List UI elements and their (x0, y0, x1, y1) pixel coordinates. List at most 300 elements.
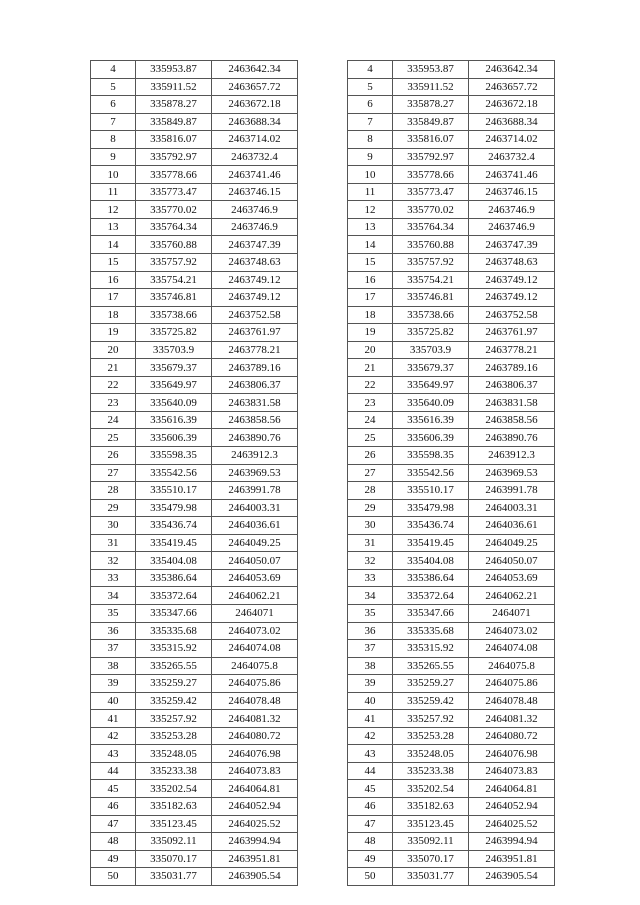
point-number-cell: 5 (91, 78, 136, 96)
y-coordinate-cell: 2463749.12 (469, 271, 555, 289)
table-row (91, 640, 298, 658)
table-row (91, 622, 298, 640)
point-number-cell: 27 (91, 464, 136, 482)
x-coordinate-cell: 335248.05 (393, 745, 469, 763)
point-number-cell: 49 (348, 850, 393, 868)
y-coordinate-cell: 2463732.4 (212, 148, 298, 166)
point-number-cell: 11 (348, 183, 393, 201)
table-row (91, 254, 298, 272)
y-coordinate-cell: 2463748.63 (469, 254, 555, 272)
y-coordinate-cell: 2463991.78 (469, 482, 555, 500)
table-row (348, 552, 555, 570)
table-row (348, 482, 555, 500)
x-coordinate-cell: 335419.45 (393, 534, 469, 552)
table-row (91, 201, 298, 219)
point-number-cell: 24 (91, 411, 136, 429)
point-number-cell: 27 (348, 464, 393, 482)
x-coordinate-cell: 335347.66 (136, 604, 212, 622)
table-row (348, 78, 555, 96)
y-coordinate-cell: 2463747.39 (212, 236, 298, 254)
x-coordinate-cell: 335816.07 (136, 131, 212, 149)
y-coordinate-cell: 2464049.25 (212, 534, 298, 552)
y-coordinate-cell: 2463761.97 (212, 324, 298, 342)
x-coordinate-cell: 335265.55 (393, 657, 469, 675)
y-coordinate-cell: 2463657.72 (212, 78, 298, 96)
table-row (91, 236, 298, 254)
x-coordinate-cell: 335347.66 (393, 604, 469, 622)
point-number-cell: 47 (348, 815, 393, 833)
x-coordinate-cell: 335849.87 (393, 113, 469, 131)
table-row (91, 833, 298, 851)
x-coordinate-cell: 335640.09 (136, 394, 212, 412)
x-coordinate-cell: 335725.82 (393, 324, 469, 342)
y-coordinate-cell: 2463761.97 (469, 324, 555, 342)
y-coordinate-cell: 2464050.07 (469, 552, 555, 570)
table-row (91, 552, 298, 570)
point-number-cell: 32 (91, 552, 136, 570)
table-row (91, 710, 298, 728)
table-row (348, 183, 555, 201)
point-number-cell: 28 (348, 482, 393, 500)
x-coordinate-cell: 335202.54 (136, 780, 212, 798)
x-coordinate-cell: 335764.34 (136, 218, 212, 236)
x-coordinate-cell: 335816.07 (393, 131, 469, 149)
y-coordinate-cell: 2463890.76 (212, 429, 298, 447)
y-coordinate-cell: 2464078.48 (469, 692, 555, 710)
x-coordinate-cell: 335760.88 (136, 236, 212, 254)
x-coordinate-cell: 335436.74 (136, 517, 212, 535)
point-number-cell: 13 (348, 218, 393, 236)
x-coordinate-cell: 335725.82 (136, 324, 212, 342)
point-number-cell: 16 (348, 271, 393, 289)
table-row (348, 675, 555, 693)
y-coordinate-cell: 2464080.72 (212, 727, 298, 745)
y-coordinate-cell: 2463732.4 (469, 148, 555, 166)
y-coordinate-cell: 2463752.58 (469, 306, 555, 324)
y-coordinate-cell: 2464003.31 (469, 499, 555, 517)
x-coordinate-cell: 335233.38 (393, 762, 469, 780)
x-coordinate-cell: 335510.17 (136, 482, 212, 500)
table-row (91, 429, 298, 447)
table-row (91, 657, 298, 675)
y-coordinate-cell: 2463806.37 (469, 376, 555, 394)
x-coordinate-cell: 335746.81 (136, 289, 212, 307)
x-coordinate-cell: 335760.88 (393, 236, 469, 254)
y-coordinate-cell: 2463688.34 (212, 113, 298, 131)
point-number-cell: 19 (91, 324, 136, 342)
table-row (348, 569, 555, 587)
y-coordinate-cell: 2463672.18 (469, 96, 555, 114)
y-coordinate-cell: 2464003.31 (212, 499, 298, 517)
x-coordinate-cell: 335679.37 (393, 359, 469, 377)
x-coordinate-cell: 335616.39 (136, 411, 212, 429)
point-number-cell: 37 (348, 640, 393, 658)
y-coordinate-cell: 2463969.53 (469, 464, 555, 482)
y-coordinate-cell: 2463831.58 (212, 394, 298, 412)
table-row (348, 254, 555, 272)
x-coordinate-cell: 335182.63 (393, 797, 469, 815)
point-number-cell: 20 (348, 341, 393, 359)
y-coordinate-cell: 2464053.69 (469, 569, 555, 587)
y-coordinate-cell: 2464049.25 (469, 534, 555, 552)
x-coordinate-cell: 335070.17 (136, 850, 212, 868)
point-number-cell: 30 (91, 517, 136, 535)
y-coordinate-cell: 2463657.72 (469, 78, 555, 96)
point-number-cell: 36 (348, 622, 393, 640)
point-number-cell: 13 (91, 218, 136, 236)
y-coordinate-cell: 2464071 (469, 604, 555, 622)
table-row (91, 815, 298, 833)
table-row (348, 517, 555, 535)
table-row (348, 201, 555, 219)
point-number-cell: 12 (348, 201, 393, 219)
y-coordinate-cell: 2463806.37 (212, 376, 298, 394)
x-coordinate-cell: 335092.11 (136, 833, 212, 851)
table-row (348, 306, 555, 324)
y-coordinate-cell: 2463741.46 (212, 166, 298, 184)
table-row (91, 148, 298, 166)
point-number-cell: 43 (348, 745, 393, 763)
y-coordinate-cell: 2464064.81 (212, 780, 298, 798)
table-row (348, 762, 555, 780)
x-coordinate-cell: 335606.39 (393, 429, 469, 447)
x-coordinate-cell: 335703.9 (136, 341, 212, 359)
x-coordinate-cell: 335754.21 (393, 271, 469, 289)
point-number-cell: 6 (91, 96, 136, 114)
x-coordinate-cell: 335679.37 (136, 359, 212, 377)
x-coordinate-cell: 335123.45 (393, 815, 469, 833)
x-coordinate-cell: 335746.81 (393, 289, 469, 307)
table-row (91, 411, 298, 429)
table-row (91, 131, 298, 149)
table-row (91, 96, 298, 114)
table-row (348, 359, 555, 377)
y-coordinate-cell: 2464074.08 (212, 640, 298, 658)
point-number-cell: 8 (348, 131, 393, 149)
x-coordinate-cell: 335510.17 (393, 482, 469, 500)
table-row (348, 324, 555, 342)
coordinate-table-left (90, 60, 298, 886)
x-coordinate-cell: 335248.05 (136, 745, 212, 763)
point-number-cell: 21 (91, 359, 136, 377)
table-row (348, 148, 555, 166)
x-coordinate-cell: 335335.68 (136, 622, 212, 640)
y-coordinate-cell: 2463746.9 (212, 201, 298, 219)
y-coordinate-cell: 2464036.61 (212, 517, 298, 535)
point-number-cell: 17 (348, 289, 393, 307)
table-row (348, 833, 555, 851)
x-coordinate-cell: 335259.42 (393, 692, 469, 710)
x-coordinate-cell: 335386.64 (393, 569, 469, 587)
table-row (91, 587, 298, 605)
point-number-cell: 22 (348, 376, 393, 394)
table-row (348, 797, 555, 815)
x-coordinate-cell: 335640.09 (393, 394, 469, 412)
point-number-cell: 34 (91, 587, 136, 605)
table-row (91, 324, 298, 342)
point-number-cell: 4 (348, 61, 393, 79)
point-number-cell: 36 (91, 622, 136, 640)
point-number-cell: 23 (91, 394, 136, 412)
x-coordinate-cell: 335878.27 (136, 96, 212, 114)
table-row (348, 411, 555, 429)
table-row (91, 780, 298, 798)
point-number-cell: 25 (348, 429, 393, 447)
table-row (91, 306, 298, 324)
table-row (91, 464, 298, 482)
x-coordinate-cell: 335386.64 (136, 569, 212, 587)
y-coordinate-cell: 2464025.52 (212, 815, 298, 833)
x-coordinate-cell: 335773.47 (136, 183, 212, 201)
y-coordinate-cell: 2464073.83 (469, 762, 555, 780)
table-row (91, 762, 298, 780)
x-coordinate-cell: 335257.92 (136, 710, 212, 728)
point-number-cell: 17 (91, 289, 136, 307)
point-number-cell: 41 (348, 710, 393, 728)
x-coordinate-cell: 335757.92 (393, 254, 469, 272)
x-coordinate-cell: 335259.27 (136, 675, 212, 693)
point-number-cell: 35 (91, 604, 136, 622)
point-number-cell: 6 (348, 96, 393, 114)
point-number-cell: 46 (91, 797, 136, 815)
x-coordinate-cell: 335315.92 (393, 640, 469, 658)
y-coordinate-cell: 2463905.54 (212, 868, 298, 886)
table-row (91, 745, 298, 763)
y-coordinate-cell: 2464064.81 (469, 780, 555, 798)
table-row (91, 447, 298, 465)
x-coordinate-cell: 335953.87 (136, 61, 212, 79)
y-coordinate-cell: 2464073.02 (469, 622, 555, 640)
table-row (348, 534, 555, 552)
point-number-cell: 44 (91, 762, 136, 780)
table-row (91, 271, 298, 289)
y-coordinate-cell: 2464074.08 (469, 640, 555, 658)
y-coordinate-cell: 2463749.12 (212, 289, 298, 307)
x-coordinate-cell: 335315.92 (136, 640, 212, 658)
table-row (348, 745, 555, 763)
y-coordinate-cell: 2464075.86 (469, 675, 555, 693)
point-number-cell: 33 (91, 569, 136, 587)
x-coordinate-cell: 335616.39 (393, 411, 469, 429)
table-row (348, 622, 555, 640)
table-row (348, 394, 555, 412)
point-number-cell: 8 (91, 131, 136, 149)
y-coordinate-cell: 2463752.58 (212, 306, 298, 324)
point-number-cell: 46 (348, 797, 393, 815)
x-coordinate-cell: 335259.27 (393, 675, 469, 693)
x-coordinate-cell: 335070.17 (393, 850, 469, 868)
point-number-cell: 42 (348, 727, 393, 745)
point-number-cell: 45 (91, 780, 136, 798)
table-row (348, 464, 555, 482)
x-coordinate-cell: 335911.52 (393, 78, 469, 96)
y-coordinate-cell: 2464053.69 (212, 569, 298, 587)
point-number-cell: 9 (91, 148, 136, 166)
point-number-cell: 32 (348, 552, 393, 570)
x-coordinate-cell: 335754.21 (136, 271, 212, 289)
x-coordinate-cell: 335770.02 (393, 201, 469, 219)
y-coordinate-cell: 2463831.58 (469, 394, 555, 412)
point-number-cell: 37 (91, 640, 136, 658)
y-coordinate-cell: 2463746.15 (469, 183, 555, 201)
y-coordinate-cell: 2463912.3 (469, 447, 555, 465)
point-number-cell: 10 (91, 166, 136, 184)
table-row (91, 850, 298, 868)
point-number-cell: 50 (348, 868, 393, 886)
x-coordinate-cell: 335419.45 (136, 534, 212, 552)
y-coordinate-cell: 2463858.56 (212, 411, 298, 429)
y-coordinate-cell: 2463747.39 (469, 236, 555, 254)
x-coordinate-cell: 335123.45 (136, 815, 212, 833)
table-row (91, 868, 298, 886)
y-coordinate-cell: 2464071 (212, 604, 298, 622)
y-coordinate-cell: 2463748.63 (212, 254, 298, 272)
table-row (91, 289, 298, 307)
point-number-cell: 48 (91, 833, 136, 851)
table-row (348, 447, 555, 465)
x-coordinate-cell: 335031.77 (393, 868, 469, 886)
table-row (91, 341, 298, 359)
y-coordinate-cell: 2463672.18 (212, 96, 298, 114)
y-coordinate-cell: 2464062.21 (212, 587, 298, 605)
table-row (348, 61, 555, 79)
table-row (91, 499, 298, 517)
point-number-cell: 19 (348, 324, 393, 342)
point-number-cell: 20 (91, 341, 136, 359)
x-coordinate-cell: 335792.97 (393, 148, 469, 166)
coordinate-table-right (347, 60, 555, 886)
x-coordinate-cell: 335436.74 (393, 517, 469, 535)
point-number-cell: 7 (348, 113, 393, 131)
y-coordinate-cell: 2463994.94 (212, 833, 298, 851)
x-coordinate-cell: 335738.66 (136, 306, 212, 324)
y-coordinate-cell: 2463991.78 (212, 482, 298, 500)
point-number-cell: 11 (91, 183, 136, 201)
y-coordinate-cell: 2464050.07 (212, 552, 298, 570)
table-row (348, 236, 555, 254)
x-coordinate-cell: 335182.63 (136, 797, 212, 815)
table-row (348, 289, 555, 307)
y-coordinate-cell: 2463778.21 (212, 341, 298, 359)
point-number-cell: 15 (348, 254, 393, 272)
x-coordinate-cell: 335265.55 (136, 657, 212, 675)
x-coordinate-cell: 335335.68 (393, 622, 469, 640)
y-coordinate-cell: 2464076.98 (469, 745, 555, 763)
y-coordinate-cell: 2463688.34 (469, 113, 555, 131)
x-coordinate-cell: 335404.08 (136, 552, 212, 570)
table-row (348, 868, 555, 886)
x-coordinate-cell: 335092.11 (393, 833, 469, 851)
y-coordinate-cell: 2464036.61 (469, 517, 555, 535)
y-coordinate-cell: 2464076.98 (212, 745, 298, 763)
point-number-cell: 10 (348, 166, 393, 184)
table-row (91, 517, 298, 535)
x-coordinate-cell: 335606.39 (136, 429, 212, 447)
table-row (348, 815, 555, 833)
y-coordinate-cell: 2464073.02 (212, 622, 298, 640)
y-coordinate-cell: 2463642.34 (212, 61, 298, 79)
point-number-cell: 39 (348, 675, 393, 693)
x-coordinate-cell: 335598.35 (393, 447, 469, 465)
x-coordinate-cell: 335773.47 (393, 183, 469, 201)
point-number-cell: 26 (348, 447, 393, 465)
table-row (348, 850, 555, 868)
point-number-cell: 42 (91, 727, 136, 745)
table-row (91, 61, 298, 79)
point-number-cell: 50 (91, 868, 136, 886)
point-number-cell: 28 (91, 482, 136, 500)
point-number-cell: 38 (348, 657, 393, 675)
point-number-cell: 23 (348, 394, 393, 412)
x-coordinate-cell: 335372.64 (393, 587, 469, 605)
table-row (348, 657, 555, 675)
y-coordinate-cell: 2464052.94 (469, 797, 555, 815)
x-coordinate-cell: 335259.42 (136, 692, 212, 710)
table-row (348, 429, 555, 447)
point-number-cell: 14 (348, 236, 393, 254)
coordinate-table-right-body (348, 61, 555, 886)
point-number-cell: 33 (348, 569, 393, 587)
x-coordinate-cell: 335778.66 (393, 166, 469, 184)
table-row (348, 780, 555, 798)
table-row (91, 482, 298, 500)
point-number-cell: 5 (348, 78, 393, 96)
y-coordinate-cell: 2463994.94 (469, 833, 555, 851)
y-coordinate-cell: 2463789.16 (469, 359, 555, 377)
y-coordinate-cell: 2463789.16 (212, 359, 298, 377)
point-number-cell: 34 (348, 587, 393, 605)
x-coordinate-cell: 335953.87 (393, 61, 469, 79)
table-row (91, 534, 298, 552)
point-number-cell: 30 (348, 517, 393, 535)
table-row (348, 271, 555, 289)
table-row (348, 499, 555, 517)
x-coordinate-cell: 335764.34 (393, 218, 469, 236)
point-number-cell: 26 (91, 447, 136, 465)
x-coordinate-cell: 335703.9 (393, 341, 469, 359)
x-coordinate-cell: 335598.35 (136, 447, 212, 465)
table-row (348, 710, 555, 728)
y-coordinate-cell: 2463951.81 (469, 850, 555, 868)
point-number-cell: 40 (91, 692, 136, 710)
y-coordinate-cell: 2463912.3 (212, 447, 298, 465)
table-row (91, 675, 298, 693)
y-coordinate-cell: 2463746.9 (469, 201, 555, 219)
point-number-cell: 14 (91, 236, 136, 254)
y-coordinate-cell: 2463749.12 (469, 289, 555, 307)
table-row (91, 113, 298, 131)
table-row (348, 376, 555, 394)
point-number-cell: 41 (91, 710, 136, 728)
x-coordinate-cell: 335542.56 (136, 464, 212, 482)
coordinate-table-left-body (91, 61, 298, 886)
y-coordinate-cell: 2463778.21 (469, 341, 555, 359)
point-number-cell: 29 (348, 499, 393, 517)
point-number-cell: 9 (348, 148, 393, 166)
point-number-cell: 49 (91, 850, 136, 868)
table-row (91, 569, 298, 587)
y-coordinate-cell: 2463714.02 (469, 131, 555, 149)
x-coordinate-cell: 335738.66 (393, 306, 469, 324)
point-number-cell: 31 (348, 534, 393, 552)
x-coordinate-cell: 335372.64 (136, 587, 212, 605)
table-row (91, 166, 298, 184)
x-coordinate-cell: 335404.08 (393, 552, 469, 570)
table-row (348, 341, 555, 359)
y-coordinate-cell: 2464080.72 (469, 727, 555, 745)
y-coordinate-cell: 2463858.56 (469, 411, 555, 429)
y-coordinate-cell: 2463746.9 (469, 218, 555, 236)
